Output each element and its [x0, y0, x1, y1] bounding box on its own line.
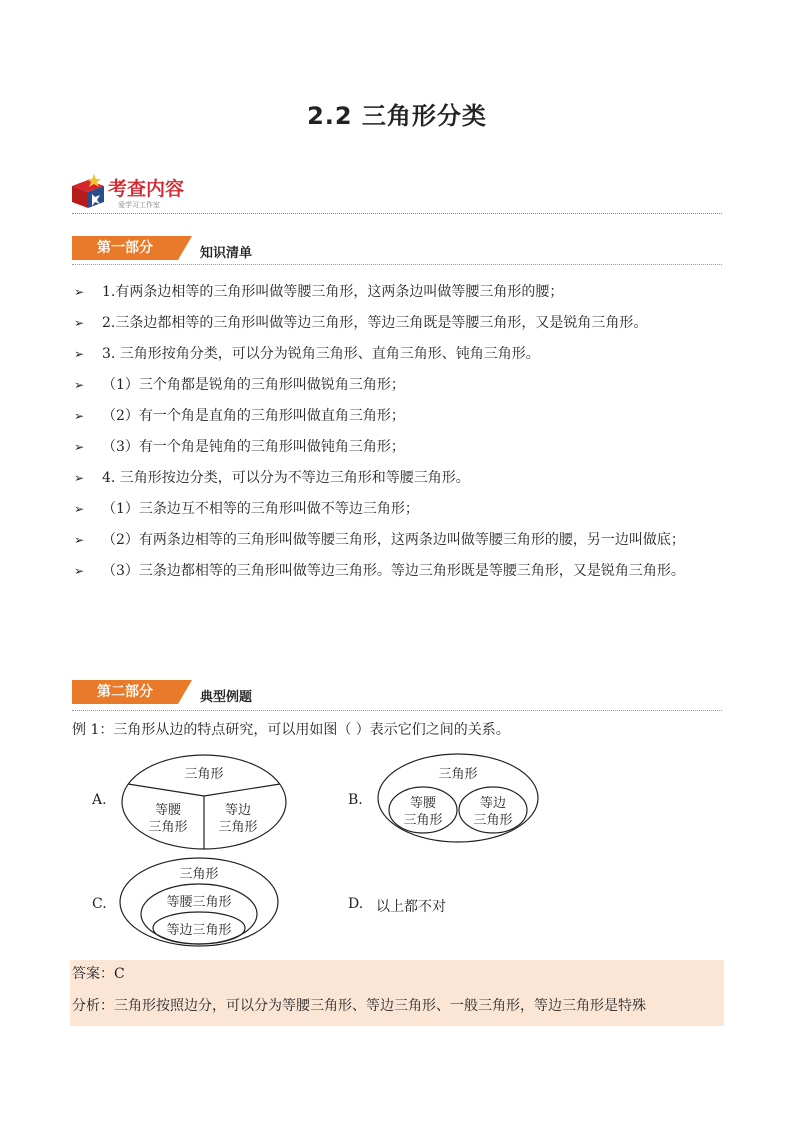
list-item: ➢ 4. 三角形按边分类，可以分为不等边三角形和等腰三角形。 — [72, 463, 724, 494]
arrow-bullet-icon: ➢ — [74, 409, 85, 423]
section1-divider — [72, 264, 722, 265]
option-b-outer-label: 三角形 — [438, 767, 478, 782]
option-a-outer-label: 三角形 — [184, 767, 224, 782]
arrow-bullet-icon: ➢ — [74, 564, 85, 578]
section1-tab: 第一部分 — [72, 236, 178, 260]
option-a-letter: A. — [92, 792, 107, 808]
option-a-left-label: 等腰 — [154, 803, 182, 818]
list-item: ➢ 1.有两条边相等的三角形叫做等腰三角形，这两条边叫做等腰三角形的腰； — [72, 277, 724, 308]
logo-title: 考查内容 — [108, 178, 185, 200]
arrow-bullet-icon: ➢ — [74, 502, 85, 516]
answer-text: 答案：C — [72, 966, 125, 982]
arrow-bullet-icon: ➢ — [74, 533, 85, 547]
option-b-right-label: 等边 — [479, 796, 507, 811]
option-a-diagram — [120, 752, 288, 852]
arrow-bullet-icon: ➢ — [74, 440, 85, 454]
list-item: ➢ （2）有一个角是直角的三角形叫做直角三角形； — [72, 401, 724, 432]
section2-tab: 第二部分 — [72, 680, 178, 704]
option-c-letter: C. — [92, 896, 107, 912]
option-a-right-label: 等边 — [224, 803, 252, 818]
logo-subtitle: 爱学习工作室 — [118, 201, 160, 209]
page-title: 2.2 三角形分类 — [307, 102, 487, 130]
section2-divider — [72, 710, 722, 711]
book-icon — [70, 172, 108, 210]
option-c-inner-label: 等边三角形 — [166, 923, 232, 938]
list-item: ➢ （3）有一个角是钝角的三角形叫做钝角三角形； — [72, 432, 724, 463]
knowledge-list — [72, 277, 724, 587]
arrow-bullet-icon: ➢ — [74, 378, 85, 392]
header-divider — [72, 213, 722, 214]
section2-subtitle: 典型例题 — [200, 690, 253, 705]
analysis-text: 分析：三角形按照边分，可以分为等腰三角形、等边三角形、一般三角形，等边三角形是特殊 — [72, 998, 646, 1014]
option-b-letter: B. — [348, 792, 363, 808]
list-item: ➢ （1）三条边互不相等的三角形叫做不等边三角形； — [72, 494, 724, 525]
option-c-outer-label: 三角形 — [179, 867, 219, 882]
option-b-diagram — [376, 752, 540, 844]
logo — [70, 172, 210, 212]
list-item: ➢ 2.三条边都相等的三角形叫做等边三角形，等边三角既是等腰三角形，又是锐角三角形。 — [72, 308, 724, 339]
option-d-letter: D. — [348, 896, 364, 912]
question-text: 例 1：三角形从边的特点研究，可以用如图（ ）表示它们之间的关系。 — [72, 722, 510, 738]
arrow-bullet-icon: ➢ — [74, 471, 85, 485]
arrow-bullet-icon: ➢ — [74, 285, 85, 299]
section1-subtitle: 知识清单 — [200, 246, 253, 261]
arrow-bullet-icon: ➢ — [74, 316, 85, 330]
list-item: ➢ （1）三个角都是锐角的三角形叫做锐角三角形； — [72, 370, 724, 401]
option-b-left-label: 等腰 — [409, 796, 437, 811]
option-a-right-label: 三角形 — [218, 820, 258, 835]
list-item: ➢ 3. 三角形按角分类，可以分为锐角三角形、直角三角形、钝角三角形。 — [72, 339, 724, 370]
option-a-left-label: 三角形 — [148, 820, 188, 835]
option-d-text: 以上都不对 — [376, 899, 446, 915]
list-item: ➢ （2）有两条边相等的三角形叫做等腰三角形，这两条边叫做等腰三角形的腰，另一边叫做底； — [72, 525, 724, 556]
option-b-left-label: 三角形 — [403, 813, 443, 828]
list-item: ➢ （3）三条边都相等的三角形叫做等边三角形。等边三角形既是等腰三角形，又是锐角三角形。 — [72, 556, 724, 587]
option-c-middle-label: 等腰三角形 — [166, 895, 232, 910]
option-b-right-label: 三角形 — [473, 813, 513, 828]
option-c-diagram — [118, 856, 280, 948]
arrow-bullet-icon: ➢ — [74, 347, 85, 361]
